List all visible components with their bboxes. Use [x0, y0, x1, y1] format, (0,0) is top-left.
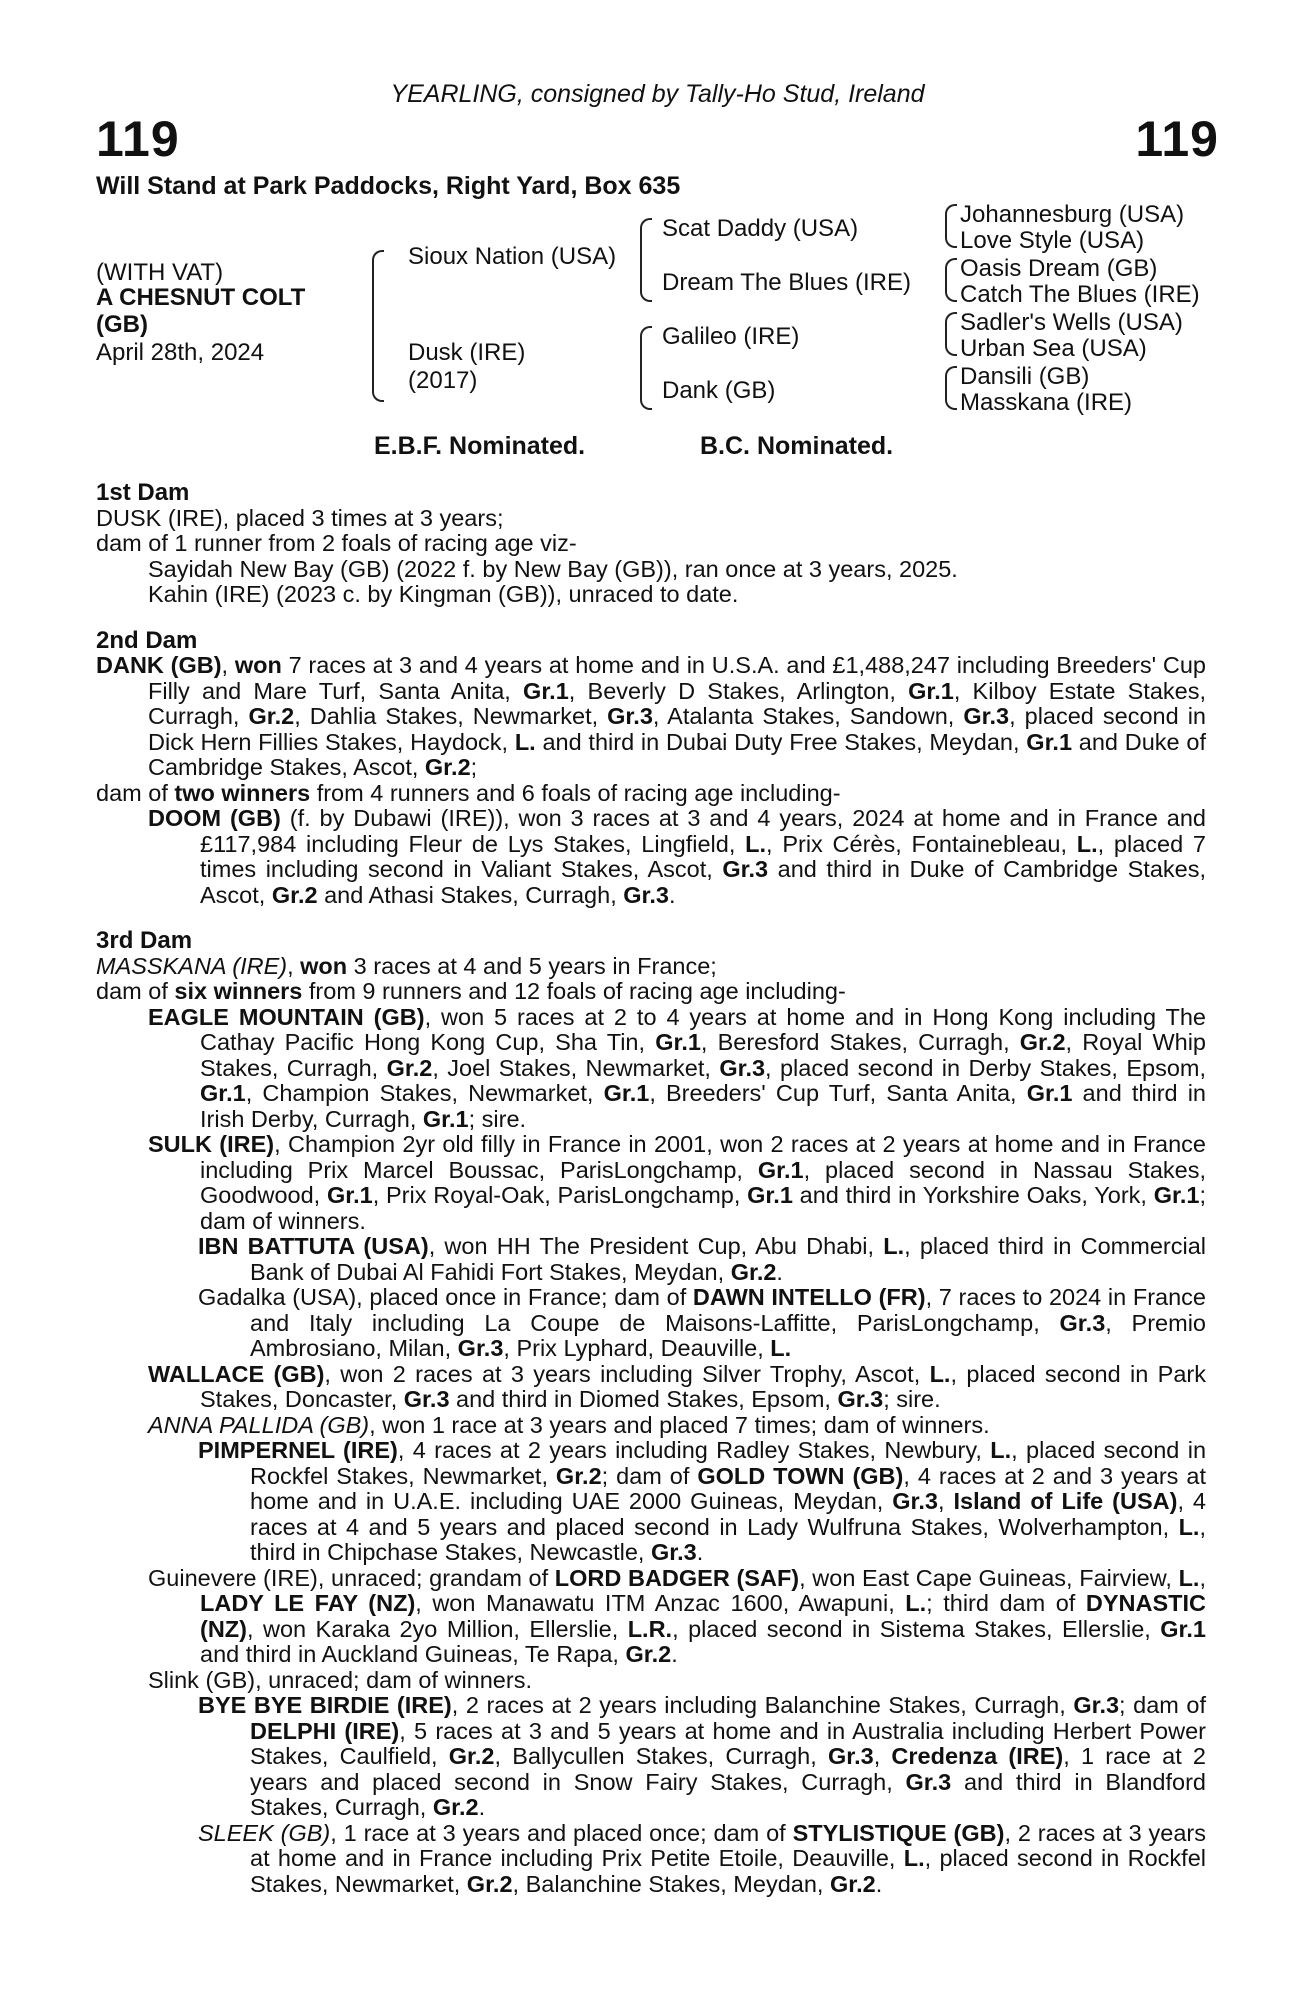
offspring-entry: EAGLE MOUNTAIN (GB), won 5 races at 2 to 4 years at home and in Hong Kong including The Cathay Pacific Hong Kong Cup, Sha Tin, Gr.1, Beresford Stakes, Curragh, Gr.2, Royal Whip Stakes, Curragh, Gr.2, Joel Stakes, Newmarket, Gr.3, placed second in Derby Stakes, Epsom, Gr.1, Champion Stakes, Newmarket, Gr.1, Breeders' Cup Turf, Santa Anita, Gr.1 and third in Irish Derby, Curragh, Gr.1; sire. — [148, 1003, 1207, 1132]
ebf-nomination: E.B.F. Nominated. — [374, 432, 586, 460]
pedigree-brace — [945, 312, 957, 356]
offspring-entry: Guinevere (IRE), unraced; grandam of LORD BADGER (SAF), won East Cape Guineas, Fairview, L., LADY LE FAY (NZ), won Manawatu ITM Anzac 1600, Awapuni, L.; third dam of DYNASTIC (NZ), won Karaka 2yo Million, Ellerslie, L.R., placed second in Sistema Stakes, Ellerslie, Gr.1 and third in Auckland Guineas, Te Rapa, Gr.2. — [148, 1564, 1206, 1667]
offspring-entry: WALLACE (GB), won 2 races at 3 years including Silver Trophy, Ascot, L., placed second in Park Stakes, Doncaster, Gr.3 and third in Diomed Stakes, Epsom, Gr.3; sire. — [148, 1360, 1206, 1412]
offspring-entry: IBN BATTUTA (USA), won HH The President Cup, Abu Dhabi, L., placed third in Commercial Bank of Dubai Al Fahidi Fort Stakes, Meydan, Gr.2. — [198, 1233, 1206, 1285]
sire: Sioux Nation (USA) — [408, 243, 617, 270]
offspring-entry: PIMPERNEL (IRE), 4 races at 2 years including Radley Stakes, Newbury, L., placed second in Rockfel Stakes, Newmarket, Gr.2; dam of GOLD TOWN (GB), 4 races at 2 and 3 years at home and in U.A.E. including UAE 2000 Guineas, Meydan, Gr.3, Island of Life (USA), 4 races at 4 and 5 years and placed second in Lady Wulfruna Stakes, Wolverhampton, L., third in Chipchase Stakes, Newcastle, Gr.3. — [198, 1437, 1207, 1565]
offspring-entry: SULK (IRE), Champion 2yr old filly in France in 2001, won 2 races at 2 years at home and in France including Prix Marcel Boussac, ParisLongchamp, Gr.1, placed second in Nassau Stakes, Goodwood, Gr.1, Prix Royal-Oak, ParisLongchamp, Gr.1 and third in Yorkshire Oaks, York, Gr.1; dam of winners. — [148, 1131, 1206, 1234]
dam-line: DUSK (IRE), placed 3 times at 3 years; — [96, 504, 504, 531]
grandsire-maternal: Galileo (IRE) — [662, 323, 800, 350]
pedigree-brace — [945, 204, 957, 248]
offspring-entry: Gadalka (USA), placed once in France; dam of DAWN INTELLO (FR), 7 races to 2024 in France and Italy including La Coupe de Maisons-Laffitte, ParisLongchamp, Gr.3, Premio Ambrosiano, Milan, Gr.3, Prix Lyphard, Deauville, L. — [198, 1284, 1207, 1361]
bc-nomination: B.C. Nominated. — [700, 432, 894, 460]
dam-line: MASSKANA (IRE), won 3 races at 4 and 5 years in France; — [96, 952, 717, 979]
section-heading: 3rd Dam — [96, 927, 193, 954]
lot-number-left: 119 — [96, 111, 180, 167]
dam-entry: DANK (GB), won 7 races at 3 and 4 years at home and in U.S.A. and £1,488,247 including Breeders' Cup Filly and Mare Turf, Santa Anita, Gr.1, Beverly D Stakes, Arlington, Gr.1, Kilboy Estate Stakes, Curragh, Gr.2, Dahlia Stakes, Newmarket, Gr.3, Atalanta Stakes, Sandown, Gr.3, placed second in Dick Hern Fillies Stakes, Haydock, L. and third in Dubai Duty Free Stakes, Meydan, Gr.1 and Duke of Cambridge Stakes, Ascot, Gr.2; — [96, 652, 1206, 780]
offspring-entry: DOOM (GB) (f. by Dubawi (IRE)), won 3 races at 3 and 4 years, 2024 at home and in France and £117,984 including Fleur de Lys Stakes, Lingfield, L., Prix Cérès, Fontainebleau, L., placed 7 times including second in Valiant Stakes, Ascot, Gr.3 and third in Duke of Cambridge Stakes, Ascot, Gr.2 and Athasi Stakes, Curragh, Gr.3. — [148, 805, 1206, 908]
great-grandparent: Oasis Dream (GB) — [960, 255, 1158, 282]
great-grandparent: Johannesburg (USA) — [960, 201, 1185, 228]
pedigree-brace — [945, 258, 957, 302]
dam-line: dam of six winners from 9 runners and 12 foals of racing age including- — [96, 978, 846, 1004]
catalogue-body — [96, 480, 1206, 1897]
date-of-birth: April 28th, 2024 — [96, 339, 265, 366]
great-grandparent: Urban Sea (USA) — [960, 335, 1147, 362]
dam-line: dam of two winners from 4 runners and 6 foals of racing age including- — [96, 779, 841, 806]
great-grandparent: Love Style (USA) — [960, 227, 1145, 254]
great-grandparent: Catch The Blues (IRE) — [960, 281, 1200, 308]
vat-note: (WITH VAT) — [96, 259, 224, 286]
grandsire-paternal: Scat Daddy (USA) — [662, 215, 859, 242]
offspring-entry: SLEEK (GB), 1 race at 3 years and placed once; dam of STYLISTIQUE (GB), 2 races at 3 years at home and in France including Prix Petite Etoile, Deauville, L., placed second in Rockfel Stakes, Newmarket, Gr.2, Balanchine Stakes, Meydan, Gr.2. — [198, 1819, 1207, 1897]
great-grandparent: Dansili (GB) — [960, 363, 1090, 390]
great-grandparent: Sadler's Wells (USA) — [960, 309, 1183, 336]
dam-year: (2017) — [408, 367, 478, 394]
granddam-maternal: Dank (GB) — [662, 377, 776, 404]
offspring-entry: Kahin (IRE) (2023 c. by Kingman (GB)), unraced to date. — [148, 581, 739, 607]
dam: Dusk (IRE) — [408, 339, 526, 366]
consignor-line: YEARLING, consigned by Tally-Ho Stud, Ireland — [390, 80, 925, 108]
pedigree-brace — [640, 218, 652, 302]
great-grandparent: Masskana (IRE) — [960, 389, 1133, 416]
pedigree-brace — [945, 366, 957, 410]
granddam-paternal: Dream The Blues (IRE) — [662, 269, 911, 296]
horse-name: A CHESNUT COLT (GB) — [96, 284, 306, 338]
section-heading: 1st Dam — [96, 479, 190, 506]
dam-line: dam of 1 runner from 2 foals of racing age viz- — [96, 530, 577, 556]
lot-number-right: 119 — [1135, 111, 1219, 167]
offspring-entry: Slink (GB), unraced; dam of winners. — [148, 1666, 532, 1693]
offspring-entry: Sayidah New Bay (GB) (2022 f. by New Bay (GB)), ran once at 3 years, 2025. — [148, 555, 958, 582]
offspring-entry: BYE BYE BIRDIE (IRE), 2 races at 2 years including Balanchine Stakes, Curragh, Gr.3; dam of DELPHI (IRE), 5 races at 3 and 5 years at home and in Australia including Herbert Power Stakes, Caulfield, Gr.2, Ballycullen Stakes, Curragh, Gr.3, Credenza (IRE), 1 race at 2 years and placed second in Snow Fairy Stakes, Curragh, Gr.3 and third in Blandford Stakes, Curragh, Gr.2. — [198, 1692, 1207, 1820]
offspring-entry: ANNA PALLIDA (GB), won 1 race at 3 years and placed 7 times; dam of winners. — [148, 1411, 990, 1438]
pedigree-brace — [372, 250, 384, 402]
stand-location: Will Stand at Park Paddocks, Right Yard, Box 635 — [96, 172, 681, 200]
pedigree-brace — [640, 326, 652, 410]
section-heading: 2nd Dam — [96, 626, 198, 654]
